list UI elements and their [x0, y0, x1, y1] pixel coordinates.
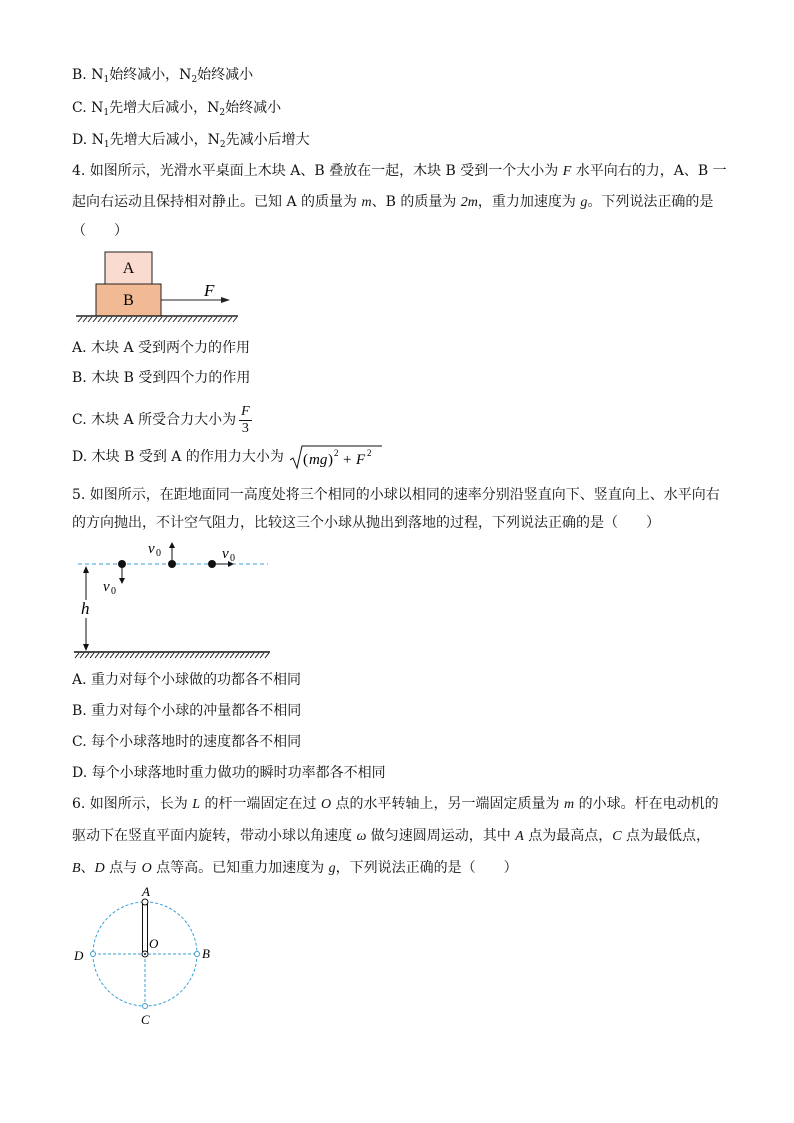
svg-text:0: 0	[156, 548, 161, 559]
svg-text:F: F	[356, 452, 366, 468]
label-o: O	[149, 936, 159, 951]
q4-option-a: A. 木块 A 受到两个力的作用	[72, 340, 251, 356]
q5-stem-line1: 5. 如图所示，在距地面同一高度处将三个相同的小球以相同的速率分别沿竖直向下、竖直向上、水平向右	[72, 487, 720, 503]
q5-option-a: A. 重力对每个小球做的功都各不相同	[72, 672, 302, 688]
q4-option-b: B. 木块 B 受到四个力的作用	[72, 370, 251, 386]
q4-option-c: C. 木块 A 所受合力大小为 $\frac{F}{3}$	[72, 403, 250, 436]
label-d: D	[74, 948, 84, 963]
block-a-label: A	[122, 260, 135, 277]
fraction-f-over-3: $\frac{F}{3}$	[241, 403, 250, 436]
force-label: F	[204, 281, 215, 300]
q4-answer-blank: （ ）	[72, 223, 128, 239]
v0-label-up: v	[148, 541, 155, 557]
rod	[143, 903, 148, 954]
h-label: h	[81, 599, 90, 618]
svg-text:): )	[328, 452, 334, 468]
block-b-label: B	[123, 292, 134, 309]
svg-text:(: (	[303, 452, 309, 468]
q6-stem-line3: B、D 点与 O 点等高。已知重力加速度为 g，下列说法正确的是（ ）	[72, 860, 518, 876]
label-a: A	[142, 884, 150, 899]
q5-option-b: B. 重力对每个小球的冲量都各不相同	[72, 703, 302, 719]
point-d	[91, 952, 96, 957]
v0-label-right: v	[222, 546, 229, 562]
q5-stem-line2: 的方向抛出，不计空气阻力，比较这三个小球从抛出到落地的过程，下列说法正确的是（ ）	[72, 515, 660, 531]
label-c: C	[141, 1012, 150, 1027]
q4-option-d: D. 木块 B 受到 A 的作用力大小为 ( mg ) 2 + F 2	[72, 442, 384, 472]
svg-text:mg: mg	[309, 452, 328, 468]
q4-stem-line1: 4. 如图所示，光滑水平桌面上木块 A、B 叠放在一起，木块 B 受到一个大小为 F 水平向右的力，A、B 一	[72, 163, 727, 179]
ground-hatch	[78, 317, 237, 322]
ball-at-a	[142, 899, 148, 905]
force-arrowhead	[221, 297, 230, 303]
q3-option-d: D. $N_1$先增大后减小，$N_2$先减小后增大	[72, 132, 310, 150]
ground-hatch	[75, 653, 269, 658]
q4-stem-line2: 起向右运动且保持相对静止。已知 A 的质量为 m、B 的质量为 2m，重力加速度为 g。下列说法正确的是	[72, 194, 714, 210]
q6-stem-line1: 6. 如图所示，长为 L 的杆一端固定在过 O 点的水平转轴上，另一端固定质量为 m 的小球。杆在电动机的	[72, 796, 719, 812]
q3-option-c: C. $N_1$先增大后减小，$N_2$始终减小	[72, 100, 282, 118]
q5-option-c: C. 每个小球落地时的速度都各不相同	[72, 734, 302, 750]
q4-block-figure	[72, 248, 244, 326]
ball-right	[208, 560, 216, 568]
sqrt-formula	[288, 443, 384, 471]
q5-throw-figure	[72, 538, 274, 664]
q3-option-b: B. $N_1$始终减小，$N_2$始终减小	[72, 67, 254, 85]
svg-text:+: +	[343, 452, 352, 468]
q6-stem-line2: 驱动下在竖直平面内旋转，带动小球以角速度 ω 做匀速圆周运动，其中 A 点为最高点，C 点为最低点，	[72, 828, 711, 844]
ball-up	[168, 560, 176, 568]
point-b	[195, 952, 200, 957]
q5-option-d: D. 每个小球落地时重力做功的瞬时功率都各不相同	[72, 765, 386, 781]
svg-text:2: 2	[334, 448, 339, 458]
v0-label-down: v	[103, 579, 110, 595]
point-c	[143, 1004, 148, 1009]
svg-text:2: 2	[367, 448, 372, 458]
label-b: B	[202, 946, 210, 961]
ball-down	[118, 560, 126, 568]
svg-text:0: 0	[230, 553, 235, 564]
svg-text:0: 0	[111, 586, 116, 597]
q6-circle-figure	[70, 884, 220, 1030]
